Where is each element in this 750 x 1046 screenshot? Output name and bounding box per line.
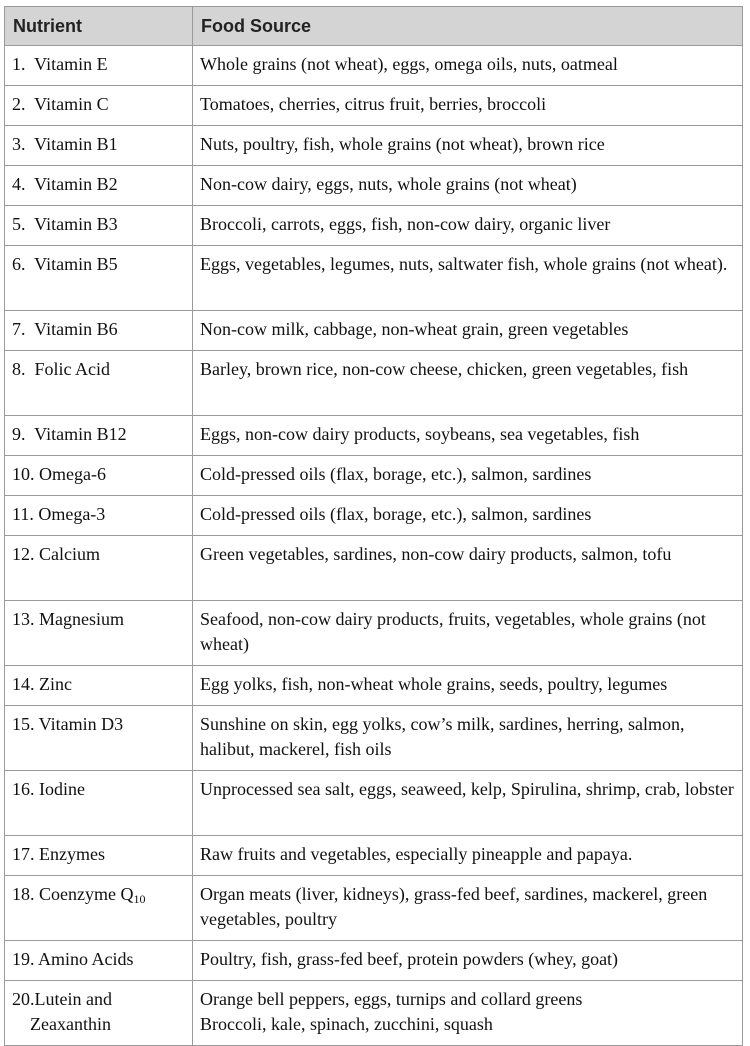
nutrient-cell: 2. Vitamin C — [5, 86, 193, 126]
nutrient-cell: 15. Vitamin D3 — [5, 706, 193, 771]
nutrient-subscript: 10 — [133, 892, 146, 906]
food-source-cell: Eggs, non-cow dairy products, soybeans, sea vegetables, fish — [193, 416, 743, 456]
nutrient-cell — [5, 876, 193, 941]
nutrient-cell: 14. Zinc — [5, 666, 193, 706]
table-row — [5, 836, 743, 876]
food-source-cell: Whole grains (not wheat), eggs, omega oils, nuts, oatmeal — [193, 46, 743, 86]
nutrient-cell: 8. Folic Acid — [5, 351, 193, 416]
nutrient-cell: 4. Vitamin B2 — [5, 166, 193, 206]
nutrient-cell: 13. Magnesium — [5, 601, 193, 666]
table-row — [5, 416, 743, 456]
food-source-cell: Orange bell peppers, eggs, turnips and collard greens Broccoli, kale, spinach, zucchini, squash — [193, 981, 743, 1046]
nutrient-cell: 20.Lutein and Zeaxanthin — [5, 981, 193, 1046]
nutrient-label: 18. Coenzyme Q — [12, 884, 134, 904]
table-row — [5, 246, 743, 311]
food-source-cell: Organ meats (liver, kidneys), grass-fed beef, sardines, mackerel, green vegetables, poultry — [193, 876, 743, 941]
table-row — [5, 941, 743, 981]
table-row — [5, 706, 743, 771]
table-row — [5, 126, 743, 166]
table-row — [5, 666, 743, 706]
table-row — [5, 876, 743, 941]
food-source-cell: Egg yolks, fish, non-wheat whole grains, seeds, poultry, legumes — [193, 666, 743, 706]
nutrient-cell: 10. Omega-6 — [5, 456, 193, 496]
table-row — [5, 456, 743, 496]
food-source-cell: Cold-pressed oils (flax, borage, etc.), salmon, sardines — [193, 456, 743, 496]
nutrient-cell: 1. Vitamin E — [5, 46, 193, 86]
table-row — [5, 206, 743, 246]
nutrient-cell: 9. Vitamin B12 — [5, 416, 193, 456]
table-row — [5, 46, 743, 86]
nutrient-cell: 7. Vitamin B6 — [5, 311, 193, 351]
food-source-cell: Seafood, non-cow dairy products, fruits, vegetables, whole grains (not wheat) — [193, 601, 743, 666]
food-source-cell: Eggs, vegetables, legumes, nuts, saltwater fish, whole grains (not wheat). — [193, 246, 743, 311]
nutrient-cell: 17. Enzymes — [5, 836, 193, 876]
food-source-cell: Tomatoes, cherries, citrus fruit, berries, broccoli — [193, 86, 743, 126]
nutrient-food-source-table — [4, 6, 743, 1046]
table-row — [5, 166, 743, 206]
nutrient-cell: 5. Vitamin B3 — [5, 206, 193, 246]
nutrient-cell: 11. Omega-3 — [5, 496, 193, 536]
table-row — [5, 771, 743, 836]
table-row — [5, 496, 743, 536]
food-source-cell: Non-cow dairy, eggs, nuts, whole grains (not wheat) — [193, 166, 743, 206]
nutrient-cell: 12. Calcium — [5, 536, 193, 601]
table-row — [5, 311, 743, 351]
nutrient-cell: 6. Vitamin B5 — [5, 246, 193, 311]
header-food-source: Food Source — [193, 7, 743, 46]
nutrient-cell: 19. Amino Acids — [5, 941, 193, 981]
food-source-cell: Poultry, fish, grass-fed beef, protein powders (whey, goat) — [193, 941, 743, 981]
header-nutrient: Nutrient — [5, 7, 193, 46]
table-row — [5, 86, 743, 126]
food-source-cell: Sunshine on skin, egg yolks, cow’s milk, sardines, herring, salmon, halibut, mackerel, fish oils — [193, 706, 743, 771]
food-source-cell: Cold-pressed oils (flax, borage, etc.), salmon, sardines — [193, 496, 743, 536]
table-row — [5, 351, 743, 416]
food-source-cell: Nuts, poultry, fish, whole grains (not wheat), brown rice — [193, 126, 743, 166]
food-source-cell: Barley, brown rice, non-cow cheese, chicken, green vegetables, fish — [193, 351, 743, 416]
food-source-cell: Unprocessed sea salt, eggs, seaweed, kelp, Spirulina, shrimp, crab, lobster — [193, 771, 743, 836]
food-source-cell: Non-cow milk, cabbage, non-wheat grain, green vegetables — [193, 311, 743, 351]
nutrient-cell: 3. Vitamin B1 — [5, 126, 193, 166]
header-row — [5, 7, 743, 46]
food-source-cell: Green vegetables, sardines, non-cow dairy products, salmon, tofu — [193, 536, 743, 601]
food-source-cell: Raw fruits and vegetables, especially pineapple and papaya. — [193, 836, 743, 876]
table-row — [5, 601, 743, 666]
nutrient-cell: 16. Iodine — [5, 771, 193, 836]
table-row — [5, 536, 743, 601]
table-row — [5, 981, 743, 1046]
food-source-cell: Broccoli, carrots, eggs, fish, non-cow dairy, organic liver — [193, 206, 743, 246]
